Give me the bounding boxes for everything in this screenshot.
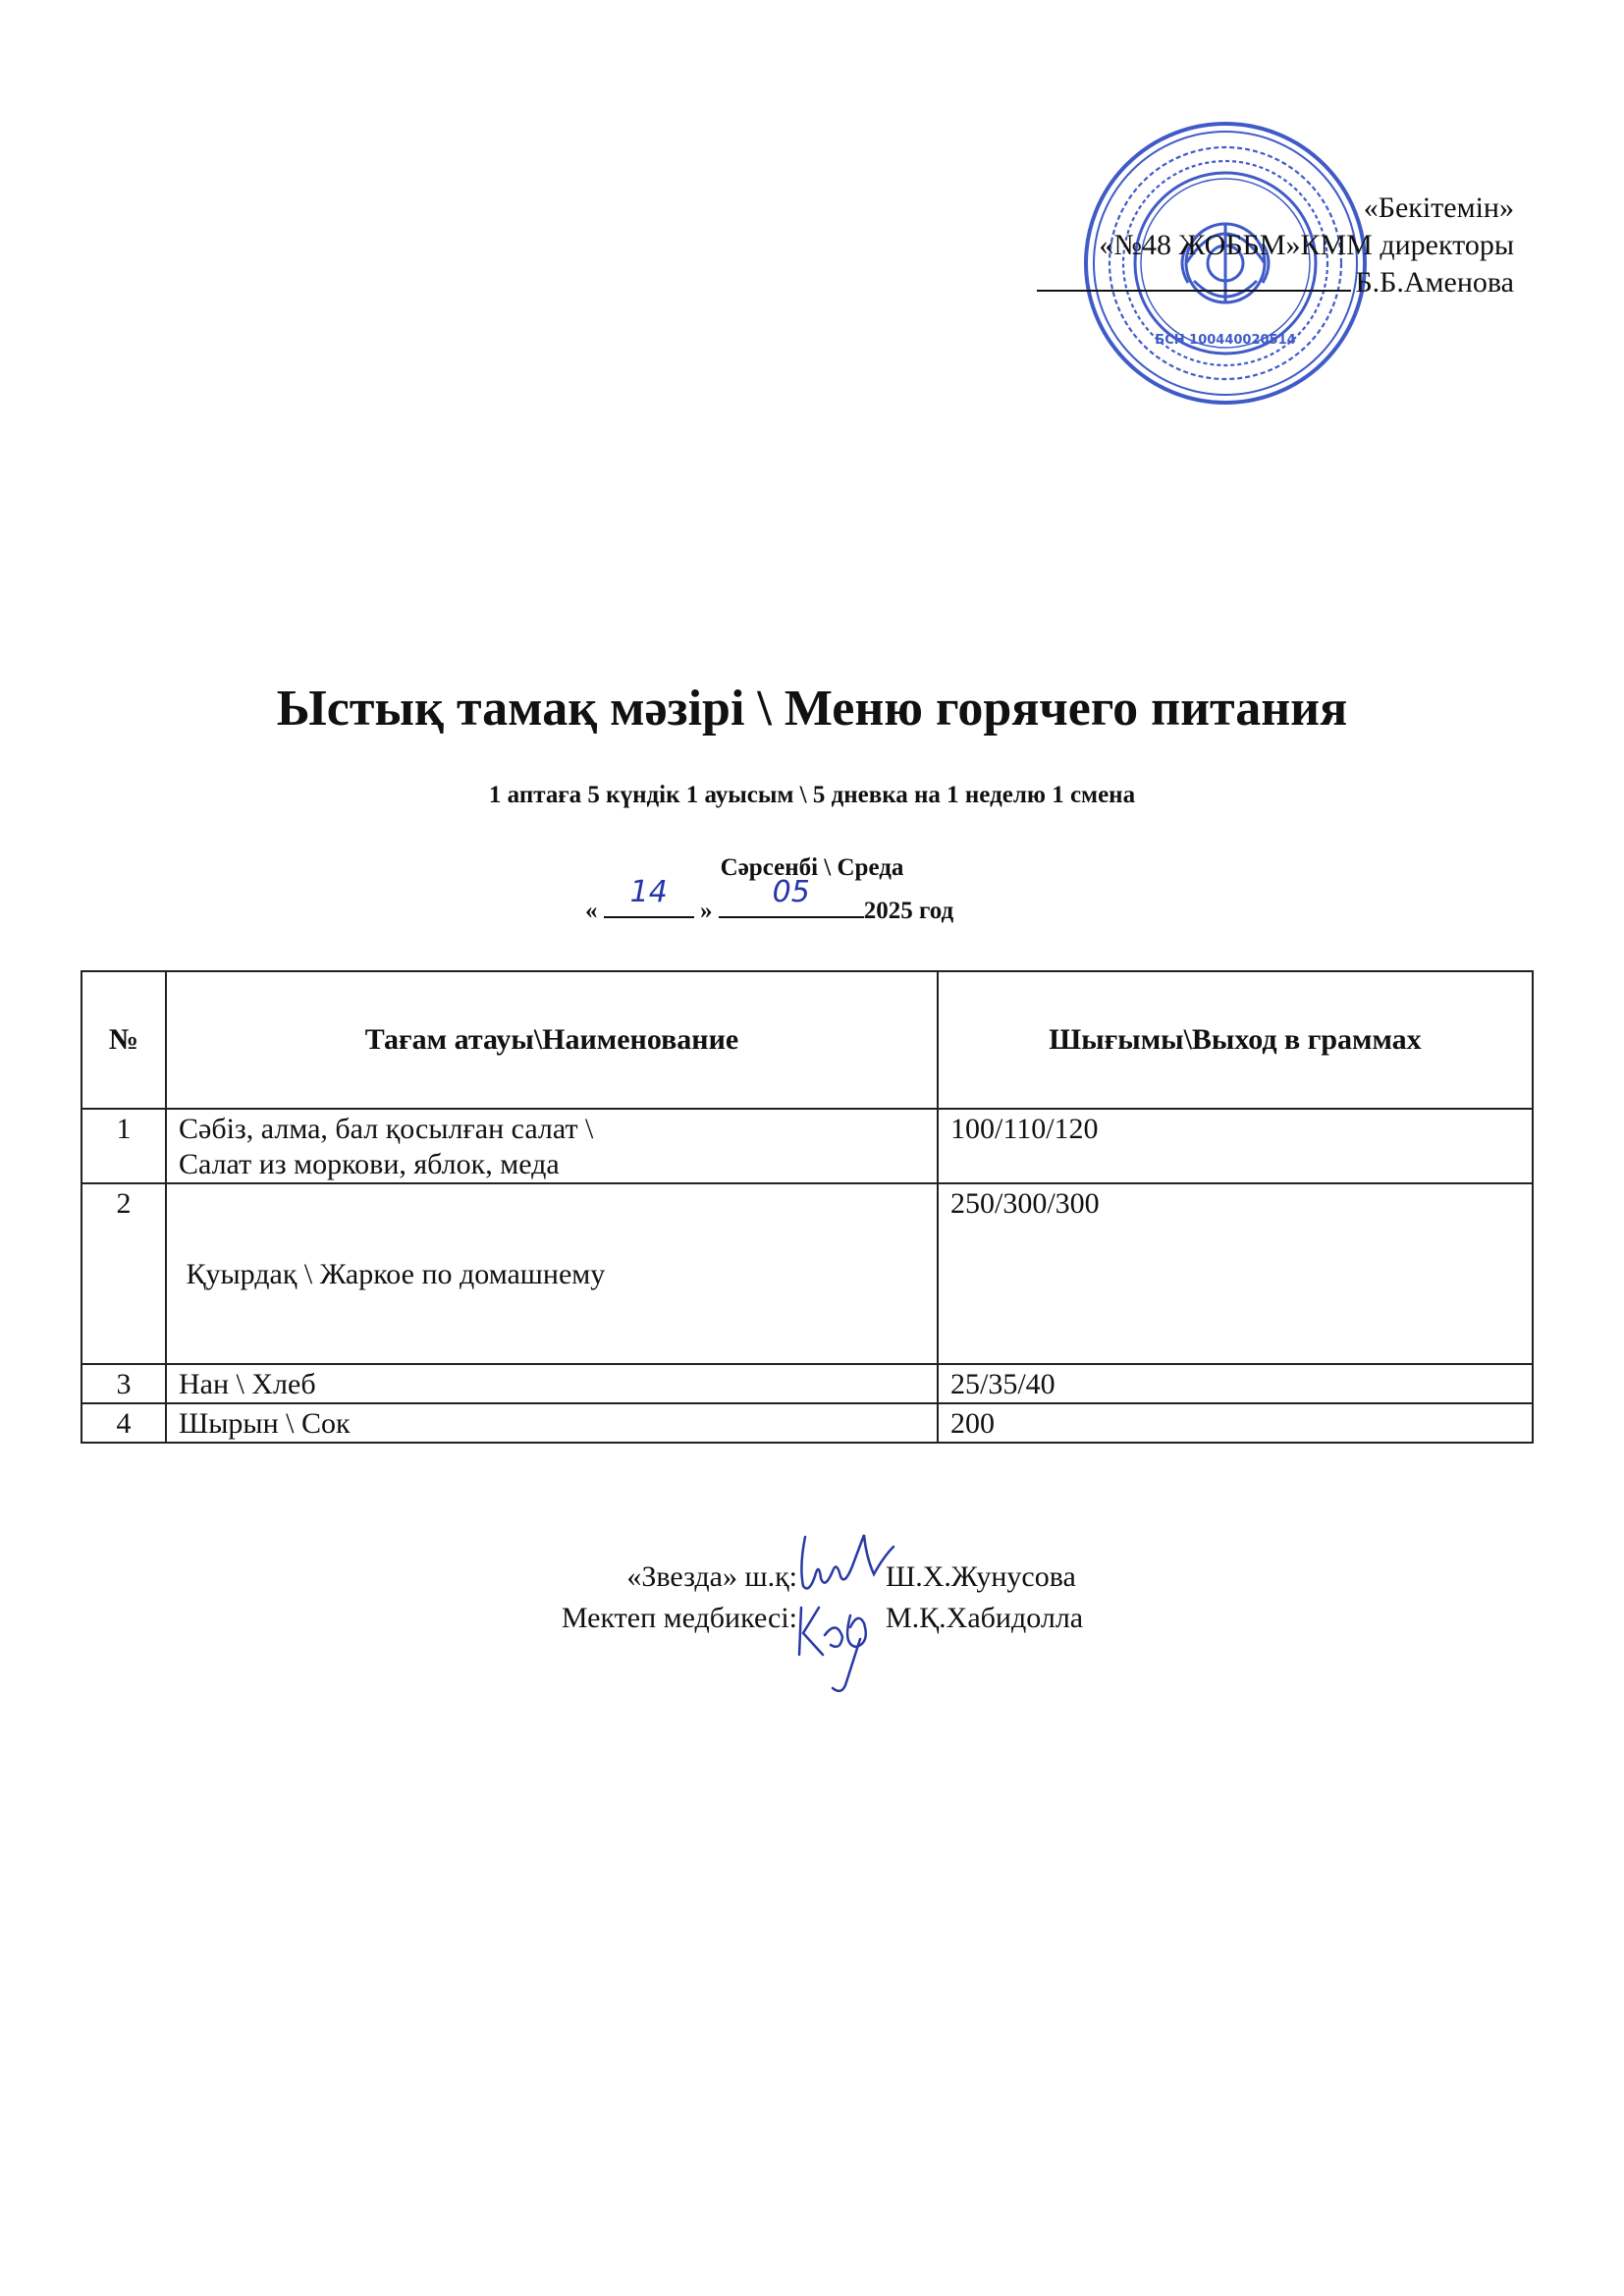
nurse-label: Мектеп медбикесі: bbox=[561, 1602, 797, 1634]
table-header-row bbox=[81, 971, 1533, 1109]
dish-name-line: Қуырдақ \ Жаркое по домашнему bbox=[179, 1258, 606, 1290]
approval-title: «Бекітемін» bbox=[1363, 191, 1514, 224]
dish-name-line: Салат из моркови, яблок, меда bbox=[179, 1148, 560, 1180]
dish-name-line: Сәбіз, алма, бал қосылған салат \ bbox=[179, 1113, 594, 1145]
row-dish-name bbox=[166, 1183, 938, 1364]
director-name: Б.Б.Аменова bbox=[1355, 266, 1514, 299]
approval-director-line bbox=[1037, 264, 1514, 301]
cook-name: Ш.Х.Жунусова bbox=[886, 1560, 1076, 1593]
row-output: 100/110/120 bbox=[938, 1109, 1533, 1183]
header-dish-name: Тағам атауы\Наименование bbox=[166, 971, 938, 1109]
row-output: 25/35/40 bbox=[938, 1364, 1533, 1403]
approval-position: «№48 ЖОББМ»КММ директоры bbox=[1099, 229, 1514, 261]
signature-line bbox=[1037, 264, 1351, 292]
weekday: Сәрсенбі \ Среда bbox=[720, 854, 904, 881]
row-output: 250/300/300 bbox=[938, 1183, 1533, 1364]
page-subtitle: 1 аптаға 5 күндік 1 ауысым \ 5 дневка на 1 неделю 1 смена bbox=[488, 782, 1136, 808]
cook-label: «Звезда» ш.қ: bbox=[626, 1560, 797, 1593]
dish-name-line: Шырын \ Сок bbox=[179, 1407, 351, 1440]
date-open-quote: « bbox=[585, 898, 598, 924]
date-year: 2025 год bbox=[863, 898, 954, 924]
row-number: 3 bbox=[81, 1364, 166, 1403]
dish-name-line: Нан \ Хлеб bbox=[179, 1368, 316, 1400]
date-line bbox=[585, 875, 954, 925]
header-output: Шығымы\Выход в граммах bbox=[938, 971, 1533, 1109]
signature-labels bbox=[432, 1557, 797, 1639]
row-number: 1 bbox=[81, 1109, 166, 1183]
row-output: 200 bbox=[938, 1403, 1533, 1443]
date-close-quote: » bbox=[700, 898, 713, 924]
menu-table bbox=[81, 970, 1534, 1444]
row-number: 2 bbox=[81, 1183, 166, 1364]
date-month-value: 05 bbox=[772, 875, 810, 909]
svg-text:БСН 100440020514: БСН 100440020514 bbox=[1155, 333, 1296, 348]
handwritten-signatures bbox=[785, 1517, 913, 1714]
nurse-name: М.Қ.Хабидолла bbox=[886, 1602, 1084, 1634]
signature-names bbox=[886, 1557, 1083, 1639]
table-row bbox=[81, 1403, 1533, 1443]
row-dish-name bbox=[166, 1364, 938, 1403]
date-day-blank bbox=[604, 875, 694, 918]
header-number: № bbox=[81, 971, 166, 1109]
date-day-value: 14 bbox=[629, 875, 668, 909]
row-dish-name bbox=[166, 1403, 938, 1443]
row-number: 4 bbox=[81, 1403, 166, 1443]
date-month-blank bbox=[719, 875, 864, 918]
table-row bbox=[81, 1109, 1533, 1183]
table-row bbox=[81, 1183, 1533, 1364]
row-dish-name bbox=[166, 1109, 938, 1183]
table-row bbox=[81, 1364, 1533, 1403]
page-title: Ыстық тамақ мәзірі \ Меню горячего питания bbox=[276, 681, 1348, 737]
approval-block bbox=[1037, 190, 1514, 301]
